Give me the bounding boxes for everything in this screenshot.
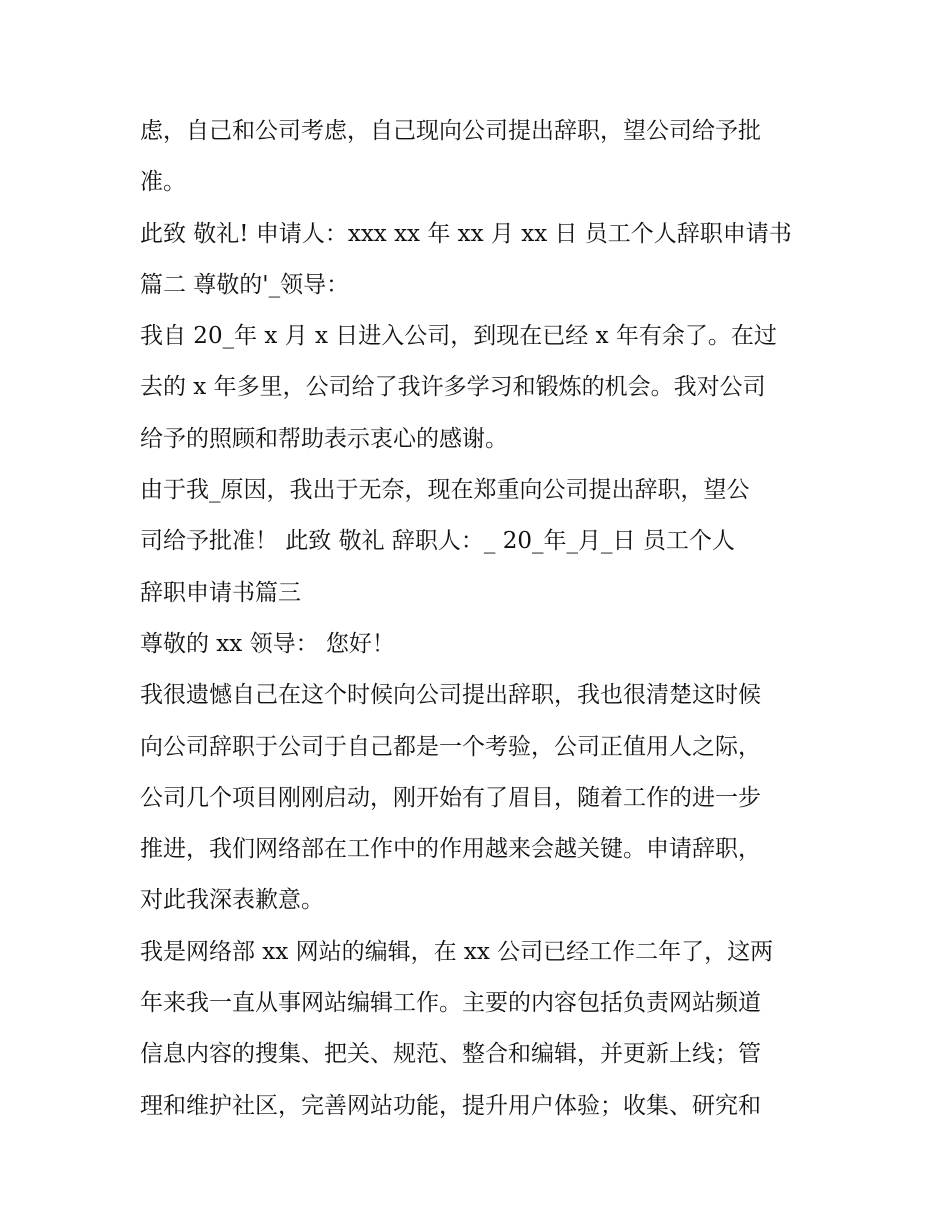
document-page (140, 106, 812, 1132)
text-line: 准。 (140, 169, 186, 196)
text-line: 虑，自己和公司考虑，自己现向公司提出辞职，望公司给予批 (140, 118, 761, 144)
text-line: 对此我深表歉意。 (140, 887, 324, 914)
text-line: 篇二 尊敬的'_领导： (140, 271, 350, 298)
text-line: 推进，我们网络部在工作中的作用越来会越关键。申请辞职， (140, 836, 761, 863)
text-line: 由于我_原因，我出于无奈，现在郑重向公司提出辞职，望公 (140, 477, 750, 504)
text-line: 年来我一直从事网站编辑工作。主要的内容包括负责网站频道 (140, 990, 761, 1017)
salutation: 尊敬的 xx 领导： 您好！ (140, 630, 395, 657)
text-line: 我自 20_年 x 月 x 日进入公司，到现在已经 x 年有余了。在过 (140, 323, 777, 350)
text-line: 理和维护社区，完善网站功能，提升用户体验；收集、研究和 (140, 1092, 761, 1119)
text-line: 我很遗憾自己在这个时候向公司提出辞职，我也很清楚这时候 (140, 682, 761, 709)
text-line: 给予的照顾和帮助表示衷心的感谢。 (140, 425, 508, 452)
text-line: 公司几个项目刚刚启动，刚开始有了眉目，随着工作的进一步 (140, 784, 761, 811)
text-line: 信息内容的搜集、把关、规范、整合和编辑，并更新上线；管 (140, 1041, 761, 1068)
text-line: 向公司辞职于公司于自己都是一个考验，公司正值用人之际， (140, 733, 761, 760)
text-line: 我是网络部 xx 网站的编辑，在 xx 公司已经工作二年了，这两 (140, 938, 774, 965)
text-line: 去的 x 年多里，公司给了我许多学习和锻炼的机会。我对公司 (140, 374, 766, 401)
text-line: 司给予批准！ 此致 敬礼 辞职人：_ 20_年_月_日 员工个人 (140, 528, 735, 555)
section-heading: 辞职申请书篇三 (140, 579, 301, 606)
text-line: 此致 敬礼! 申请人：xxx xx 年 xx 月 xx 日 员工个人辞职申请书 (140, 220, 792, 247)
